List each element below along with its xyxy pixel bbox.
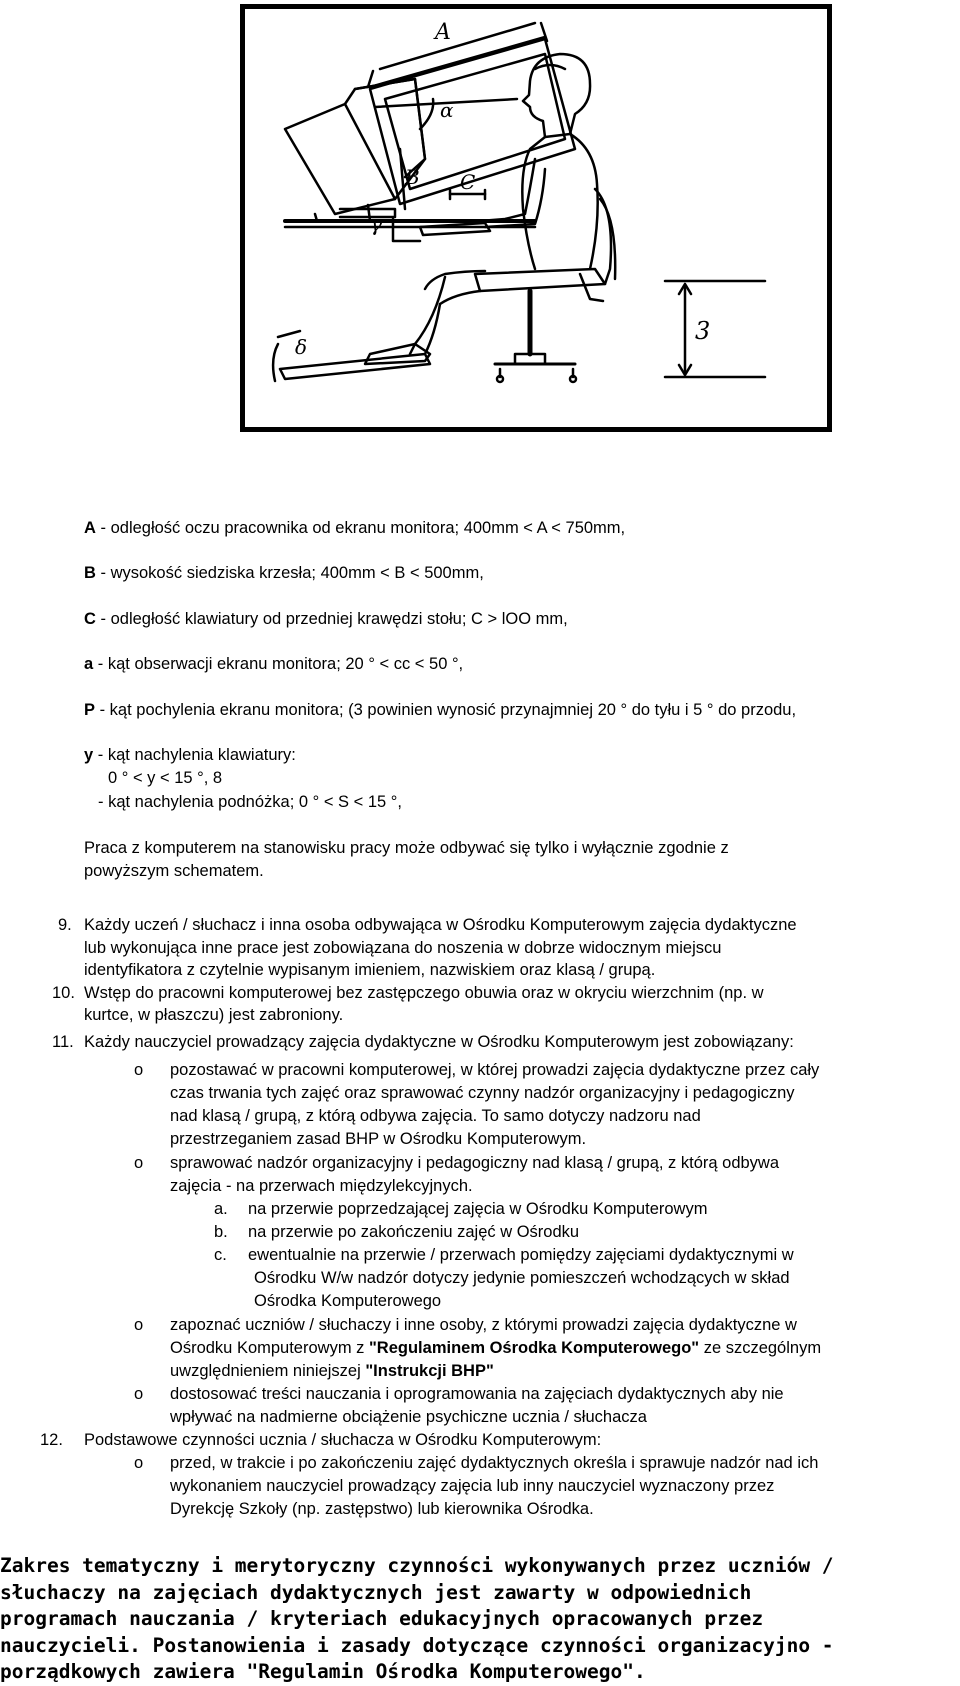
definition-footrest: - kąt nachylenia podnóżka; 0 ° < S < 15 °, xyxy=(98,793,402,811)
item-11-bullet-3-line2 xyxy=(170,1337,821,1360)
closing-line: Zakres tematyczny i merytoryczny czynności wykonywanych przez uczniów / xyxy=(0,1554,834,1577)
sub-letter-c: c. xyxy=(214,1246,227,1264)
item-12-bullet-1-line: Dyrekcję Szkoły (np. zastępstwo) lub kierownika Ośrodka. xyxy=(170,1500,594,1518)
sub-item-c-cont: Ośrodku W/w nadzór dotyczy jedynie pomieszczeń wchodzących w skład xyxy=(254,1269,790,1287)
item-12-number: 12. xyxy=(40,1431,63,1449)
def-key: P xyxy=(84,701,96,719)
item-11-bullet-3-line: zapoznać uczniów / słuchaczy i inne osoby, z którymi prowadzi zajęcia dydaktyczne w xyxy=(170,1316,797,1334)
item-12-line: Podstawowe czynności ucznia / słuchacza w Ośrodku Komputerowym: xyxy=(84,1431,602,1449)
def-key: y xyxy=(84,746,94,764)
closing-line: nauczycieli. Postanowienia i zasady dotyczące czynności organizacyjno - xyxy=(0,1633,834,1657)
sub-letter-a: a. xyxy=(214,1200,228,1218)
sub-letter-b: b. xyxy=(214,1223,228,1241)
sub-item-c: ewentualnie na przerwie / przerwach pomiędzy zajęciami dydaktycznymi w xyxy=(248,1246,794,1264)
item-10-line: Wstęp do pracowni komputerowej bez zastępczego obuwia oraz w okryciu wierzchnim (np. w xyxy=(84,984,764,1002)
item-9-line: identyfikatora z czytelnie wypisanym imieniem, nazwiskiem oraz klasą / grupą. xyxy=(84,961,656,979)
person-arm xyxy=(480,159,535,221)
item-11-bullet-2-line: sprawować nadzór organizacyjny i pedagogiczny nad klasą / grupą, z którą odbywa xyxy=(170,1154,780,1172)
regulamin-reference: "Regulaminem Ośrodka Komputerowego" xyxy=(368,1339,700,1357)
def-key: A xyxy=(84,519,96,537)
item-11-bullet-1-line: nad klasą / grupą, z którą odbywa zajęcia. To samo dotyczy nadzoru nad xyxy=(170,1107,701,1125)
item-11-bullet-4-line: dostosować treści nauczania i oprogramowania na zajęciach dydaktycznych aby nie xyxy=(170,1385,784,1403)
item-9-line: Każdy uczeń / słuchacz i inna osoba odbywająca w Ośrodku Komputerowym zajęcia dydaktyczne xyxy=(84,916,797,934)
item-11-bullet-1-line: przestrzeganiem zasad BHP w Ośrodku Komputerowym. xyxy=(170,1130,587,1148)
definition-a xyxy=(84,654,463,674)
def-key: C xyxy=(84,610,96,628)
label-A: A xyxy=(435,20,451,45)
item-11-bullet-2-line: zajęcia - na przerwach międzylekcyjnych. xyxy=(170,1177,473,1195)
def-text: - odległość klawiatury od przedniej krawędzi stołu; C > lOO mm, xyxy=(95,610,568,628)
label-alpha: α xyxy=(440,98,454,122)
def-text: - kąt obserwacji ekranu monitora; 20 ° < cc < 50 °, xyxy=(93,655,464,673)
text-segment: Ośrodku Komputerowym z xyxy=(170,1339,369,1357)
item-10-line: kurtce, w płaszczu) jest zabroniony. xyxy=(84,1006,344,1024)
label-C: C xyxy=(460,170,476,194)
praca-line1: Praca z komputerem na stanowisku pracy może odbywać się tylko i wyłącznie zgodnie z xyxy=(84,839,729,857)
label-B: B xyxy=(405,165,420,189)
definition-B xyxy=(84,563,484,583)
closing-paragraph xyxy=(0,1553,940,1686)
definition-P xyxy=(84,700,796,720)
definition-y-range: 0 ° < y < 15 °, 8 xyxy=(108,769,223,787)
text-segment: uwzględnieniem niniejszej xyxy=(170,1362,366,1380)
item-12-bullet-1-line: przed, w trakcie i po zakończeniu zajęć dydaktycznych określa i sprawuje nadzór nad ich xyxy=(170,1454,819,1472)
def-text: - kąt nachylenia klawiatury: xyxy=(93,746,296,764)
person-leg xyxy=(410,277,445,354)
item-11-bullet-2-marker: o xyxy=(134,1154,144,1172)
item-11-bullet-4-line: wpływać na nadmierne obciążenie psychiczne ucznia / słuchacza xyxy=(170,1408,647,1426)
item-11-bullet-3-marker: o xyxy=(134,1316,144,1334)
definition-C xyxy=(84,609,568,629)
def-text: - kąt pochylenia ekranu monitora; (3 powinien wynosić przynajmniej 20 ° do tyłu i 5 ° do przodu, xyxy=(95,701,797,719)
sub-item-a: na przerwie poprzedzającej zajęcia w Ośrodku Komputerowym xyxy=(248,1200,708,1218)
definition-A xyxy=(84,518,625,538)
def-key: B xyxy=(84,564,96,582)
sub-item-b: na przerwie po zakończeniu zajęć w Ośrodku xyxy=(248,1223,580,1241)
instrukcja-reference: "Instrukcji BHP" xyxy=(365,1362,494,1380)
item-11-bullet-3-line3 xyxy=(170,1360,494,1383)
item-11-number: 11. xyxy=(52,1033,74,1051)
closing-line: programach nauczania / kryteriach edukacyjnych opracowanych przez xyxy=(0,1607,764,1630)
item-9-line: lub wykonująca inne prace jest zobowiązana do noszenia w dobrze widocznym miejscu xyxy=(84,939,722,957)
def-key: a xyxy=(84,655,94,673)
label-three: 3 xyxy=(695,317,711,345)
def-text: - odległość oczu pracownika od ekranu monitora; 400mm < A < 750mm, xyxy=(95,519,626,537)
ergonomics-diagram xyxy=(240,4,832,432)
item-11-bullet-1-marker: o xyxy=(134,1061,144,1079)
item-9-number: 9. xyxy=(58,916,72,934)
definition-y xyxy=(84,745,296,765)
item-11-bullet-1-line: pozostawać w pracowni komputerowej, w której prowadzi zajęcia dydaktyczne przez cały xyxy=(170,1061,820,1079)
closing-line: porządkowych zawiera "Regulamin Ośrodka Komputerowego". xyxy=(0,1660,646,1683)
item-10-number: 10. xyxy=(52,984,75,1002)
item-12-bullet-1-marker: o xyxy=(134,1454,144,1472)
item-11-bullet-4-marker: o xyxy=(134,1385,144,1403)
item-11-bullet-1-line: czas trwania tych zajęć oraz sprawować czynny nadzór organizacyjny i pedagogiczny xyxy=(170,1084,795,1102)
def-text: - wysokość siedziska krzesła; 400mm < B < 500mm, xyxy=(95,564,484,582)
workstation-drawing xyxy=(245,9,827,427)
keyboard xyxy=(420,223,490,235)
closing-line: słuchaczy na zajęciach dydaktycznych jest zawarty w odpowiednich xyxy=(0,1580,752,1604)
label-delta: δ xyxy=(295,335,308,359)
label-gamma: γ xyxy=(370,212,382,236)
item-11-line: Każdy nauczyciel prowadzący zajęcia dydaktyczne w Ośrodku Komputerowym jest zobowiązany: xyxy=(84,1033,794,1051)
sub-item-c-cont: Ośrodka Komputerowego xyxy=(254,1292,442,1310)
praca-line2: powyższym schematem. xyxy=(84,862,264,880)
text-segment: ze szczególnym xyxy=(699,1339,822,1357)
item-12-bullet-1-line: wykonaniem nauczyciel prowadzący zajęcia lub inny nauczyciel wyznaczony przez xyxy=(170,1477,775,1495)
